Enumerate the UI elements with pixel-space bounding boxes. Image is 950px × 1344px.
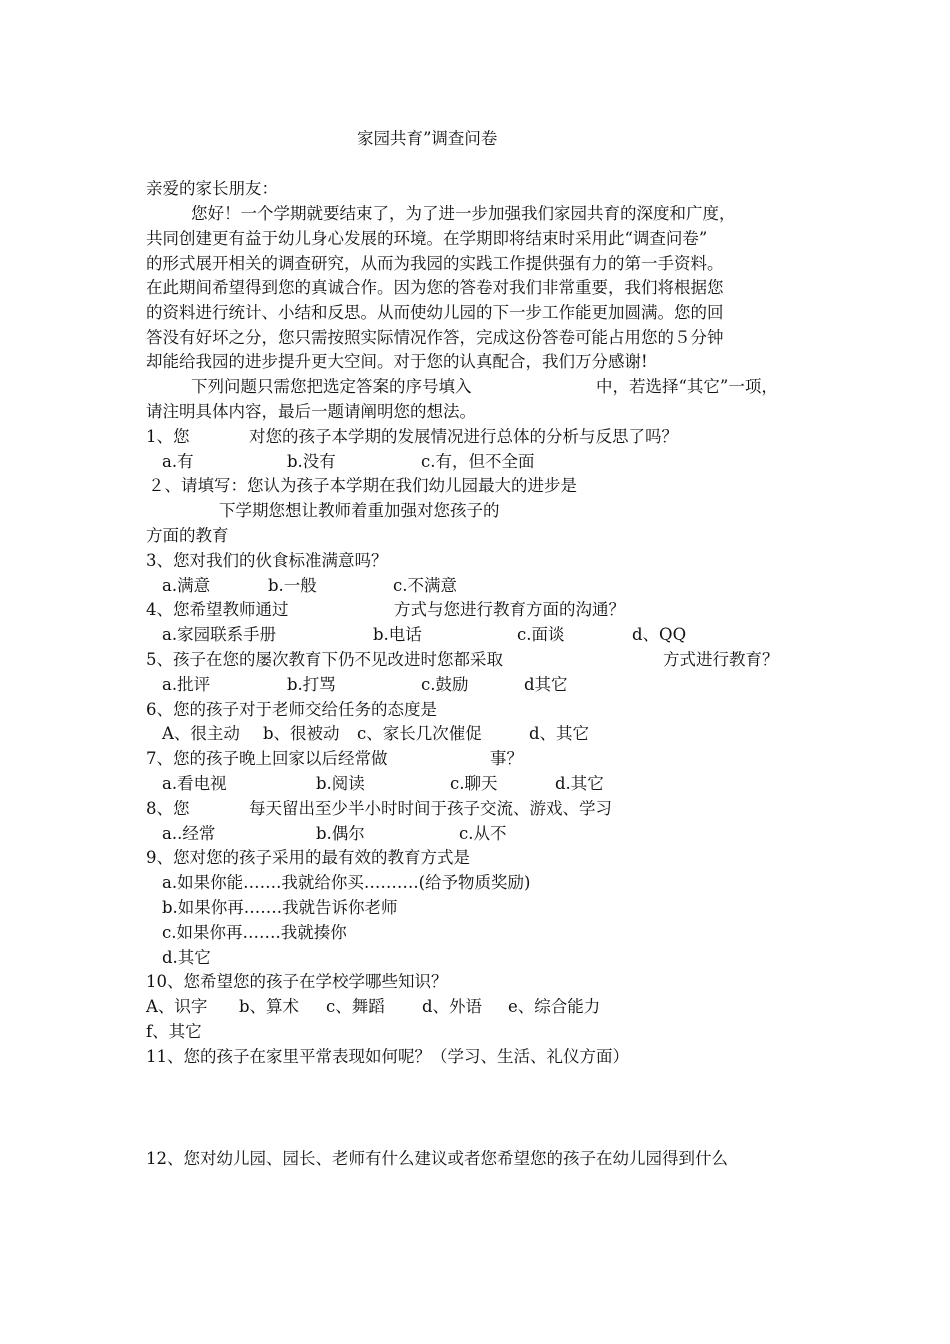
instruction-part-1: 下列问题只需您把选定答案的序号填入 xyxy=(191,377,472,396)
q10-option-a: A、识字 xyxy=(146,997,208,1016)
q11-text: 11、您的孩子在家里平常表现如何呢？（学习、生活、礼仪方面） xyxy=(146,1047,629,1066)
q9-option-d: d.其它 xyxy=(162,948,211,967)
q1-text-a: 1、您 xyxy=(146,427,190,446)
q8-text-a: 8、您 xyxy=(146,799,190,818)
intro-line-3: 的形式展开相关的调查研究，从而为我园的实践工作提供强有力的第一手资料。 xyxy=(146,254,724,273)
q4-text-a: 4、您希望教师通过 xyxy=(146,600,289,619)
q9-option-b: b.如果你再…….我就告诉你老师 xyxy=(162,898,398,917)
q7-option-a: a.看电视 xyxy=(162,774,227,793)
q6-option-a: A、很主动 xyxy=(162,724,240,743)
q5-option-d: d其它 xyxy=(524,675,568,694)
q5-option-c: c.鼓励 xyxy=(421,675,469,694)
q10-option-d: d、外语 xyxy=(422,997,483,1016)
q4-option-c: c.面谈 xyxy=(517,625,565,644)
q6-option-b: b、很被动 xyxy=(263,724,340,743)
q7-text-b: 事？ xyxy=(490,749,523,768)
instruction-line-2: 请注明具体内容，最后一题请阐明您的想法。 xyxy=(146,402,476,421)
q4-text-b: 方式与您进行教育方面的沟通？ xyxy=(394,600,625,619)
q4-option-a: a.家园联系手册 xyxy=(162,625,277,644)
q6-text: 6、您的孩子对于老师交给任务的态度是 xyxy=(146,700,437,719)
q8-option-a: a..经常 xyxy=(162,824,216,843)
q5-option-a: a.批评 xyxy=(162,675,211,694)
q10-option-e: e、综合能力 xyxy=(508,997,601,1016)
q2-line-1: ２、请填写：您认为孩子本学期在我们幼儿园最大的进步是 xyxy=(148,476,577,495)
q5-option-b: b.打骂 xyxy=(287,675,336,694)
intro-line-2: 共同创建更有益于幼儿身心发展的环境。在学期即将结束时采用此“调查问卷” xyxy=(146,229,708,248)
q3-text: 3、您对我们的伙食标准满意吗？ xyxy=(146,551,388,570)
greeting: 亲爱的家长朋友： xyxy=(146,179,278,198)
q1-option-c: c.有，但不全面 xyxy=(421,452,535,471)
q2-line-2: 下学期您想让教师着重加强对您孩子的 xyxy=(219,501,500,520)
q7-option-d: d.其它 xyxy=(555,774,604,793)
q4-option-b: b.电话 xyxy=(373,625,422,644)
q12-text: 12、您对幼儿园、园长、老师有什么建议或者您希望您的孩子在幼儿园得到什么 xyxy=(146,1149,728,1168)
q10-text: 10、您希望您的孩子在学校学哪些知识？ xyxy=(146,972,448,991)
intro-line-4: 在此期间希望得到您的真诚合作。因为您的答卷对我们非常重要，我们将根据您 xyxy=(146,278,724,297)
q1-option-b: b.没有 xyxy=(287,452,336,471)
q7-option-b: b.阅读 xyxy=(316,774,365,793)
intro-line-1: 您好！一个学期就要结束了，为了进一步加强我们家园共育的深度和广度， xyxy=(191,204,736,223)
q6-option-d: d、其它 xyxy=(529,724,590,743)
q5-text-a: 5、孩子在您的屡次教育下仍不见改进时您都采取 xyxy=(146,650,503,669)
q3-option-a: a.满意 xyxy=(162,576,211,595)
page-title: 家园共育”调查问卷 xyxy=(357,129,498,148)
intro-line-7: 却能给我园的进步提升更大空间。对于您的认真配合，我们万分感谢! xyxy=(146,352,648,371)
intro-line-5: 的资料进行统计、小结和反思。从而使幼儿园的下一步工作能更加圆满。您的回 xyxy=(146,303,724,322)
q1-option-a: a.有 xyxy=(162,452,194,471)
q5-text-b: 方式进行教育？ xyxy=(663,650,779,669)
q8-text-b: 每天留出至少半小时时间于孩子交流、游戏、学习 xyxy=(249,799,612,818)
q7-option-c: c.聊天 xyxy=(450,774,498,793)
q10-option-b: b、算术 xyxy=(239,997,300,1016)
q10-option-f: f、其它 xyxy=(146,1022,202,1041)
q7-text-a: 7、您的孩子晚上回家以后经常做 xyxy=(146,749,388,768)
q6-option-c: c、家长几次催促 xyxy=(357,724,482,743)
q1-text-b: 对您的孩子本学期的发展情况进行总体的分析与反思了吗？ xyxy=(249,427,678,446)
instruction-part-2: 中，若选择“其它”一项， xyxy=(596,377,778,396)
q3-option-b: b.一般 xyxy=(268,576,317,595)
q10-option-c: c、舞蹈 xyxy=(326,997,385,1016)
q9-option-c: c.如果你再…….我就揍你 xyxy=(162,923,347,942)
intro-line-6: 答没有好坏之分，您只需按照实际情况作答，完成这份答卷可能占用您的５分钟 xyxy=(146,328,724,347)
q3-option-c: c.不满意 xyxy=(393,576,457,595)
q8-option-b: b.偶尔 xyxy=(316,824,365,843)
q9-option-a: a.如果你能…….我就给你买……….(给予物质奖励) xyxy=(162,873,531,892)
q8-option-c: c.从不 xyxy=(459,824,507,843)
q2-line-3: 方面的教育 xyxy=(146,526,229,545)
q9-text: 9、您对您的孩子采用的最有效的教育方式是 xyxy=(146,848,470,867)
q4-option-d: d、QQ xyxy=(632,625,687,644)
